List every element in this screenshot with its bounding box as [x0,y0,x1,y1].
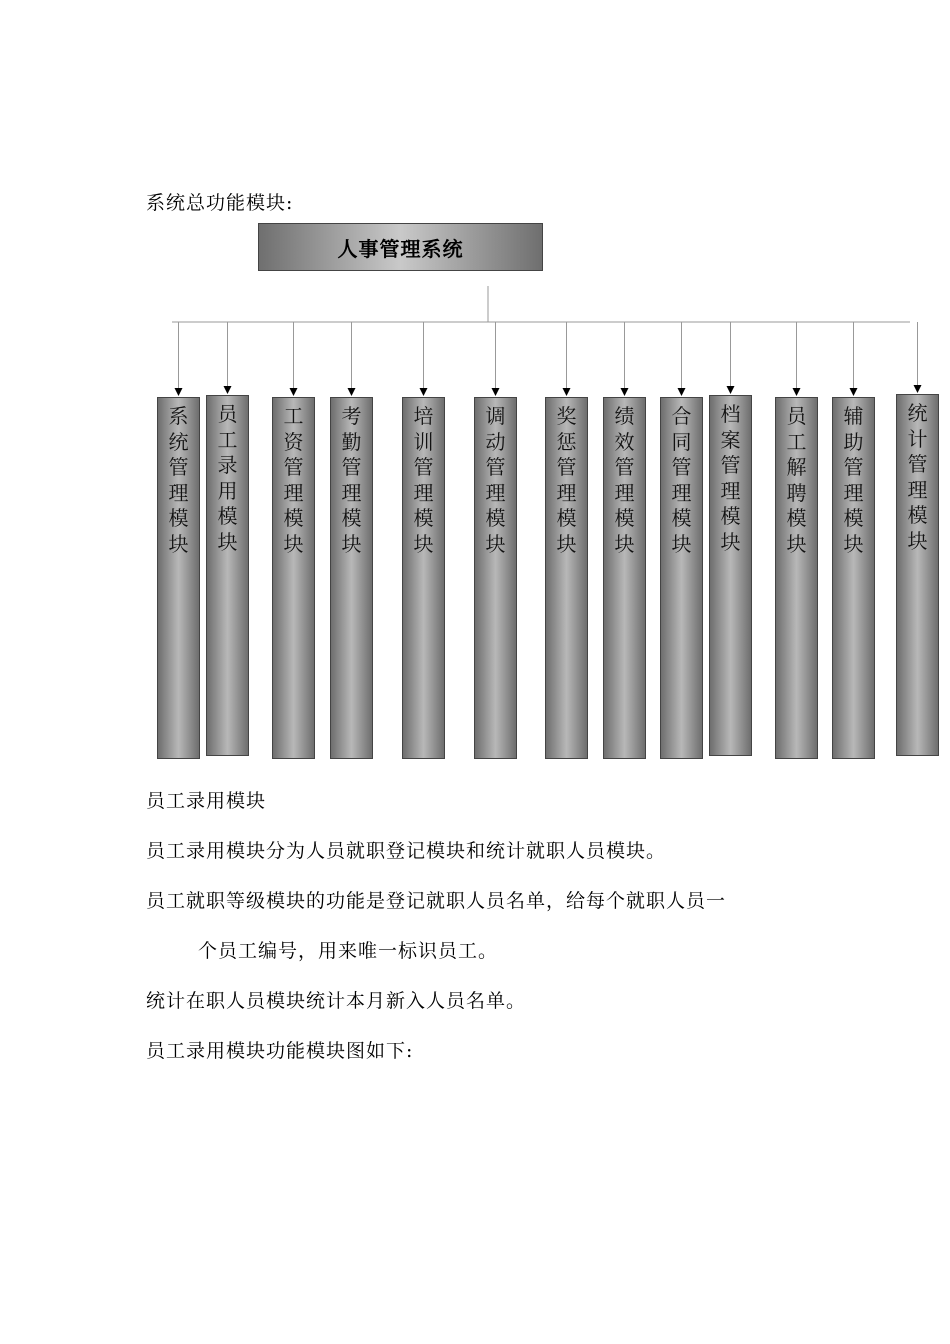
module-label: 档 案 管 理 模 块 [720,402,741,554]
arrowhead-icon [492,388,500,396]
arrowhead-icon [727,386,735,394]
arrowhead-icon [224,386,232,394]
module-box-contract [660,397,703,759]
module-box-attendance [330,397,373,759]
module-label: 员 工 解 聘 模 块 [786,404,807,556]
module-label: 辅 助 管 理 模 块 [843,404,864,556]
module-box-system [157,397,200,759]
arrowhead-icon [850,388,858,396]
module-box-recruitment [206,395,249,756]
paragraph-title: 员工录用模块 [146,790,267,812]
module-box-auxiliary [832,397,875,759]
arrowhead-icon [348,388,356,396]
module-label: 奖 惩 管 理 模 块 [556,404,577,556]
arrowhead-icon [290,388,298,396]
module-box-rewards [545,397,588,759]
module-label: 系 统 管 理 模 块 [168,404,189,556]
module-box-transfer [474,397,517,759]
root-module-label: 人事管理系统 [337,236,464,261]
connector-lines [0,0,950,420]
arrowhead-icon [175,388,183,396]
module-label: 统 计 管 理 模 块 [907,401,928,553]
module-box-archive [709,395,752,756]
arrowhead-icon [914,385,922,393]
paragraph-text: 员工就职等级模块的功能是登记就职人员名单，给每个就职人员一 [146,890,727,912]
arrowhead-icon [678,388,686,396]
module-label: 员 工 录 用 模 块 [217,402,238,554]
module-box-salary [272,397,315,759]
arrowhead-icon [793,388,801,396]
arrowhead-icon [563,388,571,396]
section-heading: 系统总功能模块: [146,192,294,214]
module-label: 工 资 管 理 模 块 [283,404,304,556]
module-box-statistics [896,394,939,756]
module-box-dismissal [775,397,818,759]
module-label: 绩 效 管 理 模 块 [614,404,635,556]
module-label: 合 同 管 理 模 块 [671,404,692,556]
paragraph-text: 员工录用模块分为人员就职登记模块和统计就职人员模块。 [146,840,667,862]
paragraph-text: 统计在职人员模块统计本月新入人员名单。 [146,990,527,1012]
arrowhead-icon [420,388,428,396]
module-box-training [402,397,445,759]
arrowhead-icon [621,388,629,396]
module-box-performance [603,397,646,759]
paragraph-text: 员工录用模块功能模块图如下: [146,1040,414,1062]
paragraph-text: 个员工编号，用来唯一标识员工。 [198,940,499,962]
module-label: 调 动 管 理 模 块 [485,404,506,556]
module-label: 考 勤 管 理 模 块 [341,404,362,556]
module-label: 培 训 管 理 模 块 [413,404,434,556]
